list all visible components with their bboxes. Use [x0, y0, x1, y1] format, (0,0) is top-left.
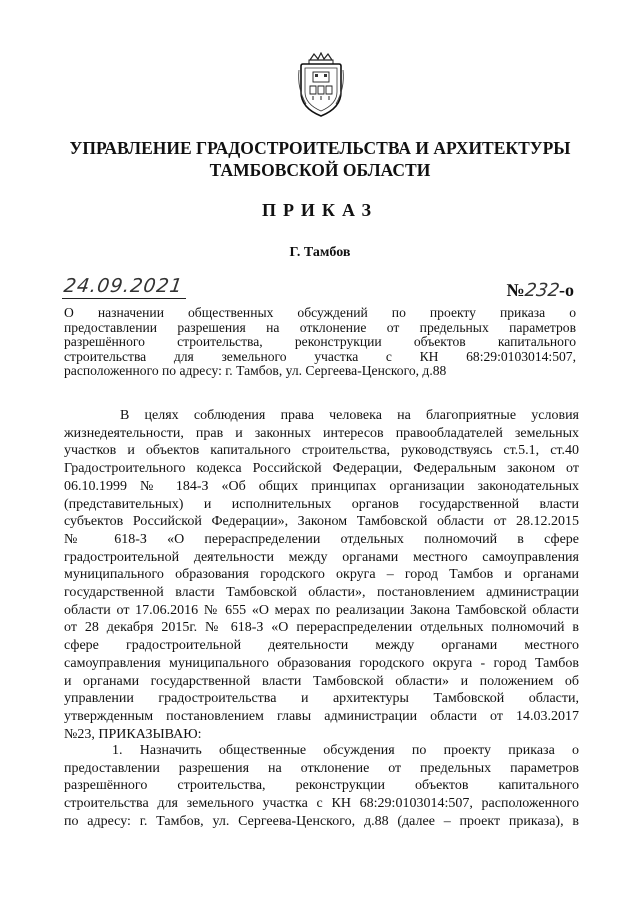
body-line: области от 17.06.2016 № 655 «О мерах по реализации Закона Тамбовской области	[64, 602, 579, 618]
body-line: жизнедеятельности, прав и законных интересов правообладателей земельных	[64, 425, 579, 441]
body-line: разрешённого строительства, реконструкции объектов капитального	[64, 778, 579, 794]
body-line: участков и объектов капитального строительства, руководствуясь ст.5.1, ст.40	[64, 443, 579, 459]
body-line: №23, ПРИКАЗЫВАЮ:	[64, 726, 202, 742]
subject-line: предоставлении разрешения на отклонение от предельных параметров	[64, 319, 576, 335]
body-line: муниципального образования городского округа – город Тамбов и органами	[64, 567, 579, 583]
body-line: сфере градостроительной деятельности между органами местного	[64, 638, 579, 654]
body-line: субъектов Российской Федерации», Законом Тамбовской области от 28.12.2015	[64, 514, 579, 530]
body-line: от 28 декабря 2015г. № 618-З «О перераспределении отдельных полномочий в	[64, 620, 579, 636]
subject-line: расположенного по адресу: г. Тамбов, ул. Сергеева-Ценского, д.88	[64, 363, 447, 378]
body-line: (представительных) и исполнительных органов государственной власти	[64, 496, 579, 512]
order-number	[507, 280, 574, 301]
body-line: по адресу: г. Тамбов, ул. Сергеева-Ценского, д.88 (далее – проект приказа), в	[64, 813, 579, 829]
city-name: Г. Тамбов	[289, 245, 351, 260]
organization-name-line2: ТАМБОВСКОЙ ОБЛАСТИ	[209, 160, 431, 180]
date-underline	[62, 298, 186, 299]
number-sign: №	[506, 280, 525, 300]
subject-line: О назначении общественных обсуждений по проекту приказа о	[64, 305, 576, 320]
coat-of-arms-emblem	[296, 52, 346, 118]
order-number-handwritten: 232	[523, 280, 561, 301]
subject-line: строительства для земельного участка с КН 68:29:0103014:507,	[64, 348, 576, 364]
body-line: и органами государственной власти Тамбовской области» и положением об	[64, 673, 579, 689]
body-line: 1. Назначить общественные обсуждения по проекту приказа о	[112, 743, 579, 758]
order-date-handwritten: 24.09.2021	[62, 275, 185, 297]
body-line: государственной власти Тамбовской области», постановлением администрации	[64, 585, 579, 601]
item-1-paragraph	[64, 742, 579, 831]
subject-line: разрешённого строительства, реконструкции объектов капитального	[64, 334, 576, 349]
body-line: № 618-З «О перераспределении отдельных полномочий в сфере	[64, 531, 579, 547]
body-line: градостроительной деятельности между органами местного самоуправления	[64, 549, 579, 565]
body-line: В целях соблюдения права человека на благоприятные условия	[120, 408, 579, 423]
order-number-suffix: -о	[559, 280, 574, 300]
body-line: управлении градостроительства и архитектуры Тамбовской области,	[64, 691, 579, 707]
body-line: строительства для земельного участка с КН 68:29:0103014:507, расположенного	[64, 796, 579, 812]
body-line: самоуправления муниципального образования городского округа - город Тамбов	[64, 655, 579, 671]
body-line: предоставлении разрешения на отклонение от предельных параметров	[64, 760, 579, 776]
body-line: Градостроительного кодекса Российской Федерации, Федеральным законом от	[64, 461, 579, 477]
order-subject	[64, 306, 576, 379]
organization-name-line1: УПРАВЛЕНИЕ ГРАДОСТРОИТЕЛЬСТВА И АРХИТЕКТУРЫ	[69, 138, 571, 158]
preamble-paragraph	[64, 407, 579, 743]
body-line: 06.10.1999 № 184-З «Об общих принципах организации законодательных	[64, 478, 579, 494]
body-line: утвержденным постановлением главы администрации области от 14.03.2017	[64, 708, 579, 724]
document-type-title: ПРИКАЗ	[261, 200, 379, 220]
